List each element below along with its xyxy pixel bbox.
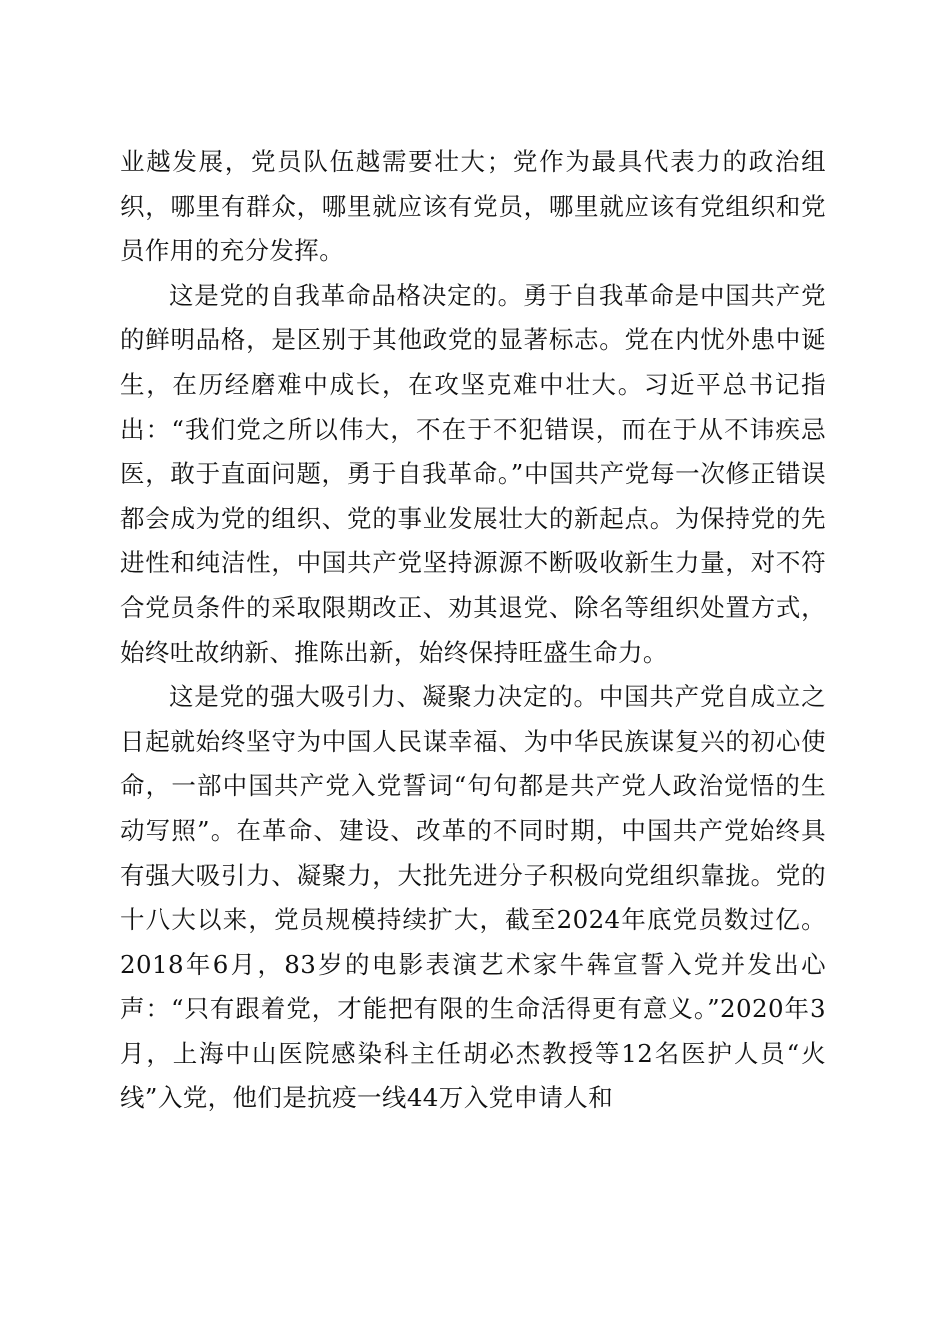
paragraph-self-revolution: 这是党的自我革命品格决定的。勇于自我革命是中国共产党的鲜明品格，是区别于其他政党的显著标志。党在内忧外患中诞生，在历经磨难中成长，在攻坚克难中壮大。习近平总书记指出：“我们党之所以伟大，不在于不犯错误，而在于从不讳疾忌医，敢于直面问题，勇于自我革命。”中国共产党每一次修正错误都会成为党的组织、党的事业发展壮大的新起点。为保持党的先进性和纯洁性，中国共产党坚持源源不断吸收新生力量，对不符合党员条件的采取限期改正、劝其退党、除名等组织处置方式，始终吐故纳新、推陈出新，始终保持旺盛生命力。 bbox=[120, 280, 826, 667]
paragraph-continuation: 业越发展，党员队伍越需要壮大；党作为最具代表力的政治组织，哪里有群众，哪里就应该有党员，哪里就应该有党组织和党员作用的充分发挥。 bbox=[120, 147, 826, 266]
paragraph-attraction-cohesion: 这是党的强大吸引力、凝聚力决定的。中国共产党自成立之日起就始终坚守为中国人民谋幸福、为中华民族谋复兴的初心使命，一部中国共产党入党誓词“句句都是共产党人政治觉悟的生动写照”。在革命、建设、改革的不同时期，中国共产党始终具有强大吸引力、凝聚力，大批先进分子积极向党组织靠拢。党的十八大以来，党员规模持续扩大，截至2024年底党员数过亿。2018年6月，83岁的电影表演艺术家牛犇宣誓入党并发出心声：“只有跟着党，才能把有限的生命活得更有意义。”2020年3月，上海中山医院感染科主任胡必杰教授等12名医护人员“火线”入党，他们是抗疫一线44万入党申请人和 bbox=[120, 682, 826, 1113]
document-page bbox=[120, 140, 826, 1121]
